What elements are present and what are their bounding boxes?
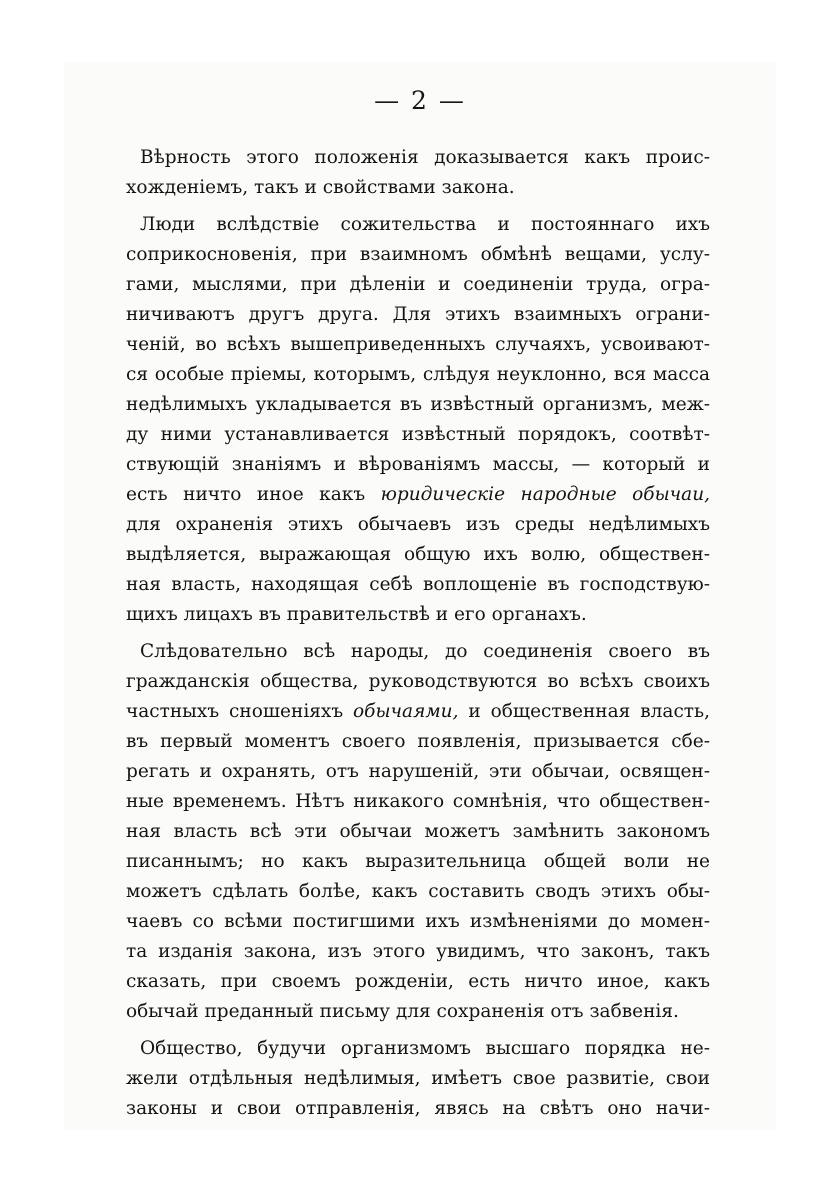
text-line: выдѣляется, выражающая общую ихъ волю, обществен- bbox=[126, 544, 710, 565]
text-line: жели отдѣльныя недѣлимыя, имѣетъ свое развитіе, свои bbox=[126, 1068, 710, 1089]
body-text bbox=[126, 143, 710, 1124]
text-line: ная власть, находящая себѣ воплощеніе въ господствую- bbox=[126, 574, 710, 595]
text-line: есть ничто иное какъ юридическіе народные обычаи, bbox=[126, 484, 710, 505]
text-line: Вѣрность этого положенія доказывается какъ проис- bbox=[140, 147, 710, 168]
text-line: щихъ лицахъ въ правительствѣ и его органахъ. bbox=[126, 604, 587, 625]
text-line: ничиваютъ другъ друга. Для этихъ взаимныхъ ограни- bbox=[126, 304, 710, 325]
text-line: ная власть всѣ эти обычаи можетъ замѣнить закономъ bbox=[126, 821, 710, 842]
text-line: ду ними устанавливается извѣстный порядокъ, соотвѣт- bbox=[126, 424, 710, 445]
text-line: сказать, при своемъ рожденіи, есть ничто иное, какъ bbox=[126, 971, 710, 992]
paragraph bbox=[126, 637, 710, 1027]
text-line: та изданія закона, изъ этого увидимъ, что законъ, такъ bbox=[126, 941, 710, 962]
text-line: для охраненія этихъ обычаевъ изъ среды недѣлимыхъ bbox=[126, 514, 710, 535]
paragraph bbox=[126, 143, 710, 203]
emphasis-text: обычаями, bbox=[353, 701, 459, 722]
text-line: регать и охранять, отъ нарушеній, эти обычаи, освящен- bbox=[126, 761, 710, 782]
text-line: частныхъ сношеніяхъ обычаями, и общественная власть, bbox=[126, 701, 710, 722]
text-line: чаевъ со всѣми постигшими ихъ измѣненіями до момен- bbox=[126, 911, 710, 932]
text-line: можетъ сдѣлать болѣе, какъ составить сводъ этихъ обы- bbox=[126, 881, 710, 902]
paragraph bbox=[126, 1034, 710, 1124]
text-line: гами, мыслями, при дѣленіи и соединеніи труда, огра- bbox=[126, 274, 710, 295]
paragraph bbox=[126, 210, 710, 630]
text-line: недѣлимыхъ укладывается въ извѣстный организмъ, меж- bbox=[126, 394, 710, 415]
text-line: хожденіемъ, такъ и свойствами закона. bbox=[126, 177, 515, 198]
text-line: ствующій знаніямъ и вѣрованіямъ массы, — который и bbox=[126, 454, 710, 475]
text-line: законы и свои отправленія, явясь на свѣтъ оно начи- bbox=[126, 1098, 710, 1119]
text-line: Слѣдовательно всѣ народы, до соединенія своего въ bbox=[140, 641, 710, 662]
text-line: Общество, будучи организмомъ высшаго порядка не- bbox=[140, 1038, 710, 1059]
emphasis-text: юридическіе народные обычаи, bbox=[380, 484, 710, 505]
text-line: ся особые пріемы, которымъ, слѣдуя неуклонно, вся масса bbox=[126, 364, 710, 385]
text-line: Люди вслѣдствіе сожительства и постояннаго ихъ bbox=[140, 214, 710, 235]
text-line: обычай преданный письму для сохраненія отъ забвенія. bbox=[126, 1001, 679, 1022]
page-number: — 2 — bbox=[374, 86, 466, 115]
text-line: писаннымъ; но какъ выразительница общей воли не bbox=[126, 851, 710, 872]
text-line: въ первый моментъ своего появленія, призывается сбе- bbox=[126, 731, 710, 752]
text-line: соприкосновенія, при взаимномъ обмѣнѣ вещами, услу- bbox=[126, 244, 710, 265]
text-line: гражданскія общества, руководствуются во всѣхъ своихъ bbox=[126, 671, 710, 692]
text-line: ченій, во всѣхъ вышеприведенныхъ случаяхъ, усвоивают- bbox=[126, 334, 710, 355]
text-line: ные временемъ. Нѣтъ никакого сомнѣнія, что обществен- bbox=[126, 791, 710, 812]
